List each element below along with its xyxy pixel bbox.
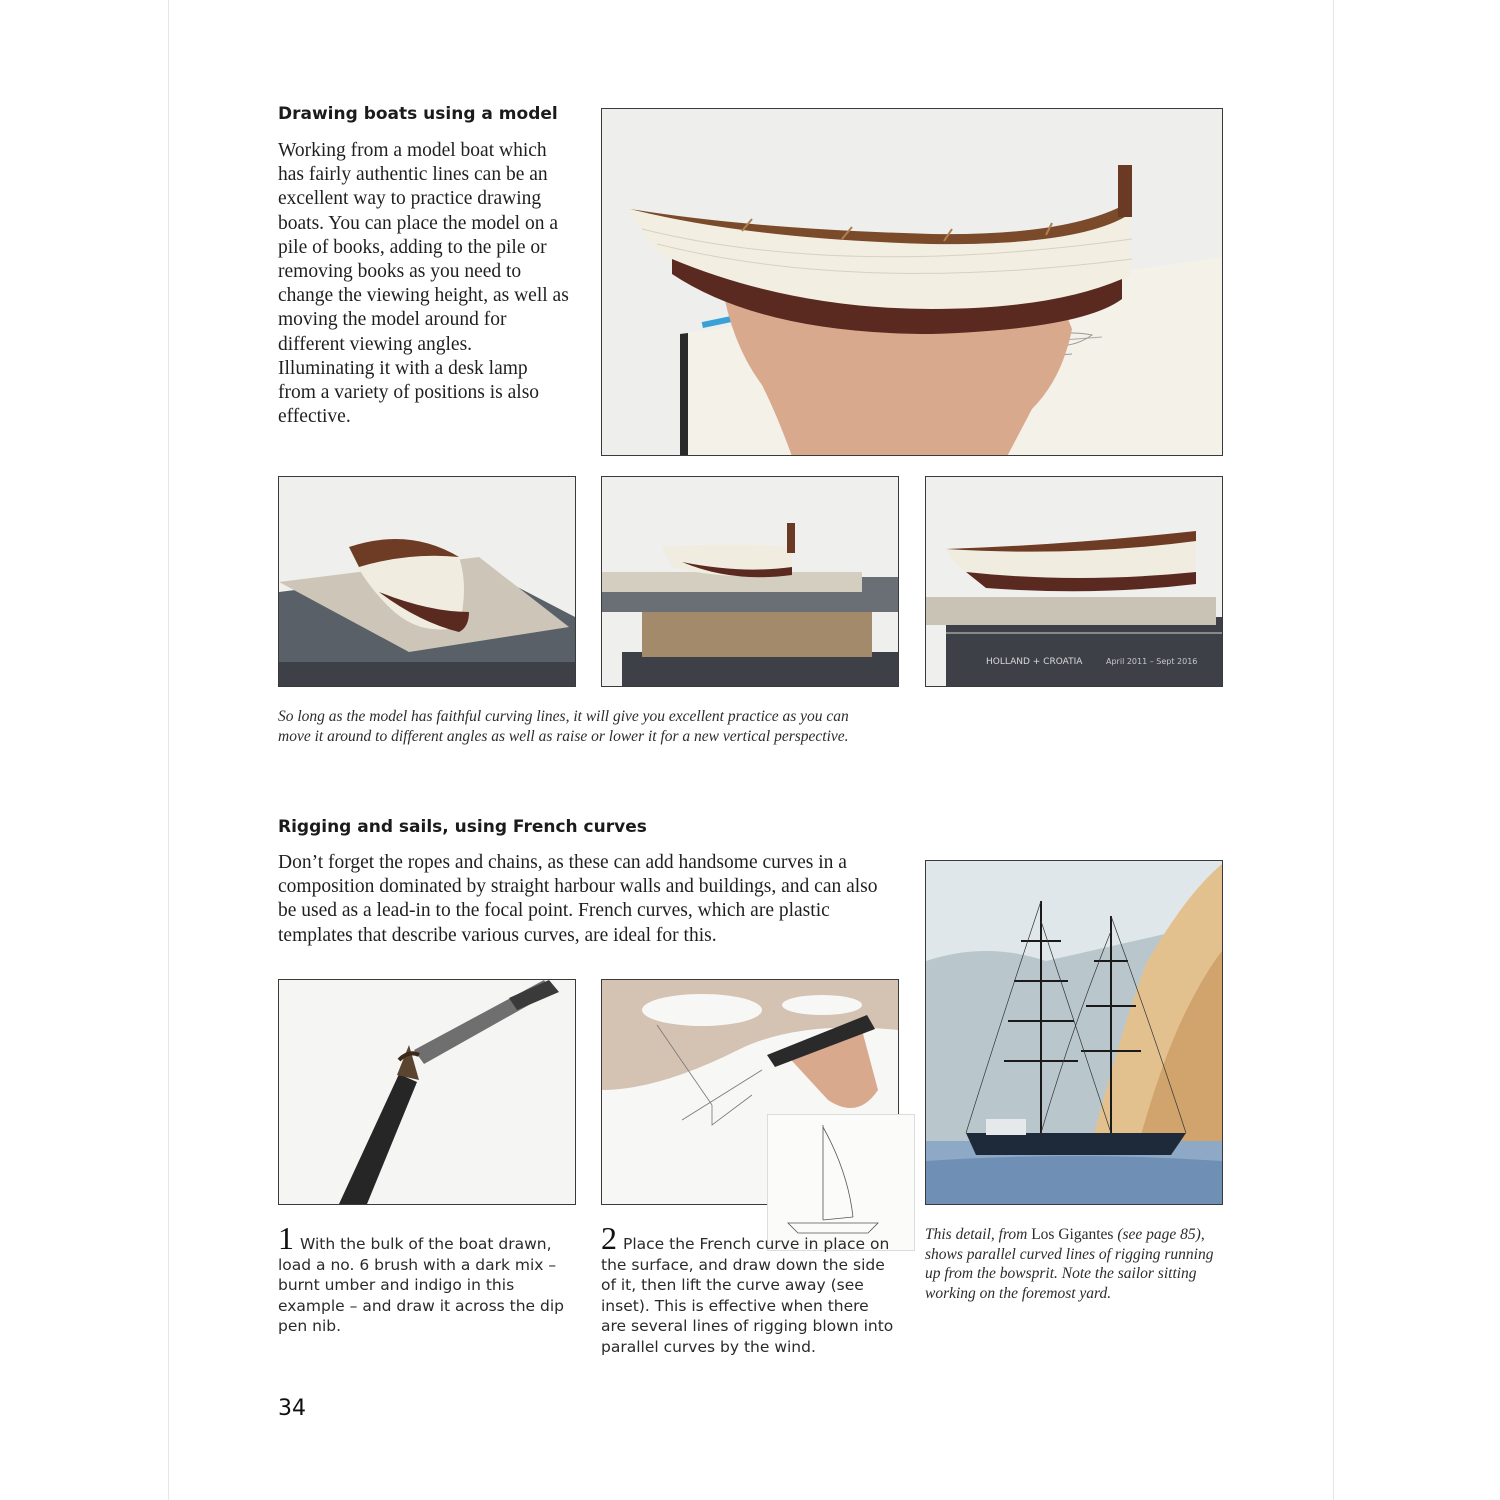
section-heading-model: Drawing boats using a model xyxy=(278,104,558,124)
painting-title: Los Gigantes xyxy=(1031,1226,1114,1243)
caption-model-practice: So long as the model has faithful curving lines, it will give you excellent practice as you can move it around to different angles as well as raise or lower it for a new vertical perspective. xyxy=(278,708,849,745)
painting-los-gigantes xyxy=(925,860,1223,1205)
step-1-text xyxy=(278,1220,568,1337)
photo-boat-angle-3 xyxy=(925,476,1223,687)
photo-hand-holding-boat xyxy=(601,108,1223,456)
photo-brush-on-nib xyxy=(278,979,576,1205)
step-1-number: 1 xyxy=(278,1220,294,1256)
step-2-body: Place the French curve in place on the surface, and draw down the side of it, then lift the curve away (see inset). This is effective when there are several lines of rigging blown into parallel curves by the wind. xyxy=(601,1235,894,1356)
section-heading-rigging: Rigging and sails, using French curves xyxy=(278,817,647,837)
book-spine-dates: April 2011 – Sept 2016 xyxy=(1106,657,1198,666)
book-spine-text: HOLLAND + CROATIA xyxy=(986,657,1083,667)
photo-boat-angle-2 xyxy=(601,476,899,687)
photo-boat-angle-1 xyxy=(278,476,576,687)
step-2-text xyxy=(601,1220,897,1357)
caption-los-gigantes: This detail, from Los Gigantes (see page 85), shows parallel curved lines of rigging running up from the bowsprit. Note the sailor sitting working on the foremost yard. xyxy=(925,1226,1214,1302)
step-1-body: With the bulk of the boat drawn, load a no. 6 brush with a dark mix – burnt umber and indigo in this example – and draw it across the dip pen nib. xyxy=(278,1235,564,1335)
step-2-number: 2 xyxy=(601,1220,617,1256)
page-number: 34 xyxy=(278,1396,306,1421)
section-body-rigging: Don’t forget the ropes and chains, as these can add handsome curves in a composition dominated by straight harbour walls and buildings, and can also be used as a lead-in to the focal point. French curves, which are plastic templates that describe various curves, are ideal for this. xyxy=(278,852,878,946)
section-body-model: Working from a model boat which has fairly authentic lines can be an excellent way to practice drawing boats. You can place the model on a pile of books, adding to the pile or removing books as you need to change the viewing height, as well as moving the model around for different viewing angles. Illuminating it with a desk lamp from a variety of positions is also effective. xyxy=(278,140,569,428)
